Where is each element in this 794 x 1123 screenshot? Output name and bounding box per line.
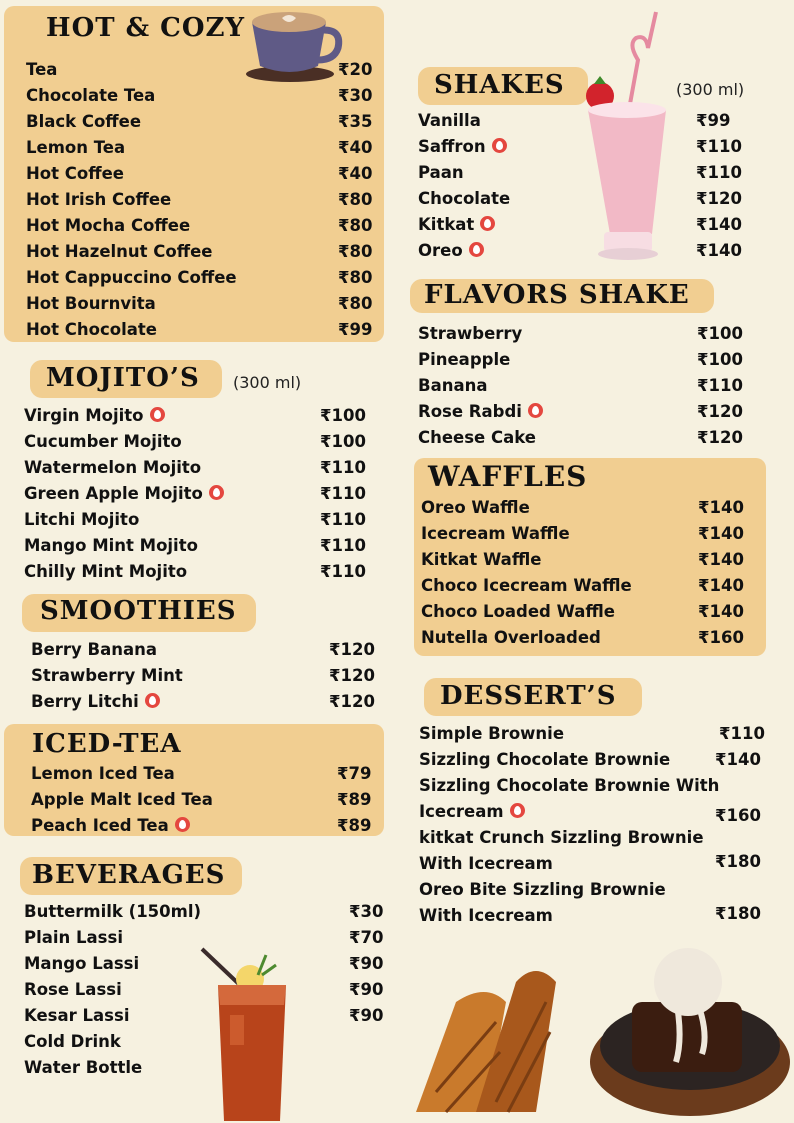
- menu-item: [419, 828, 759, 880]
- item-name: Chocolate: [418, 189, 511, 208]
- item-name: Lemon Tea: [26, 138, 126, 157]
- item-name: Hot Chocolate: [26, 320, 157, 339]
- sizzling-brownie-icon: [582, 942, 794, 1122]
- item-name: Icecream Waffle: [421, 524, 570, 543]
- item-price: ₹80: [338, 294, 373, 313]
- menu-item: [24, 432, 380, 458]
- menu-item: [24, 458, 380, 484]
- popular-flame-icon: [469, 242, 484, 257]
- item-price: ₹30: [349, 902, 384, 921]
- beverages-title: BEVERAGES: [32, 860, 226, 890]
- item-name: Mango Mint Mojito: [24, 536, 198, 555]
- popular-flame-icon: [145, 693, 160, 708]
- item-price: ₹100: [697, 324, 743, 343]
- item-name-line2: With Icecream: [419, 906, 553, 925]
- smoothies-title: SMOOTHIES: [40, 596, 237, 626]
- menu-item: [421, 498, 758, 524]
- item-name: Plain Lassi: [24, 928, 123, 947]
- menu-item: [26, 268, 398, 294]
- item-price: ₹110: [697, 376, 743, 395]
- item-price: ₹100: [320, 432, 366, 451]
- item-name: Virgin Mojito: [24, 406, 165, 425]
- item-price: ₹80: [338, 268, 373, 287]
- item-name: Chilly Mint Mojito: [24, 562, 188, 581]
- menu-item: [31, 640, 389, 666]
- item-price: ₹100: [697, 350, 743, 369]
- item-name: Banana: [418, 376, 488, 395]
- item-name-line1: Sizzling Chocolate Brownie: [419, 750, 671, 769]
- item-price: ₹160: [698, 628, 744, 647]
- menu-item: [26, 112, 398, 138]
- item-price: ₹99: [338, 320, 373, 339]
- menu-item: [31, 790, 397, 816]
- item-name: Cheese Cake: [418, 428, 536, 447]
- item-name: Peach Iced Tea: [31, 816, 190, 835]
- menu-item: [24, 536, 380, 562]
- menu-item: [24, 902, 409, 928]
- item-price: ₹79: [337, 764, 372, 783]
- item-name: Lemon Iced Tea: [31, 764, 175, 783]
- menu-item: [26, 242, 398, 268]
- item-name-line1: Oreo Bite Sizzling Brownie: [419, 880, 666, 899]
- item-name: Rose Lassi: [24, 980, 122, 999]
- item-price: ₹120: [329, 692, 375, 711]
- item-name: Choco Loaded Waffle: [421, 602, 615, 621]
- item-price: ₹30: [338, 86, 373, 105]
- menu-item: [26, 320, 398, 346]
- menu-item: [418, 215, 756, 241]
- item-name: Litchi Mojito: [24, 510, 140, 529]
- item-price: ₹140: [698, 602, 744, 621]
- shakes-volume: (300 ml): [676, 80, 745, 99]
- item-price: ₹120: [697, 428, 743, 447]
- item-name: Green Apple Mojito: [24, 484, 224, 503]
- item-price: ₹120: [329, 666, 375, 685]
- shakes-title: SHAKES: [434, 70, 565, 100]
- item-name: Pineapple: [418, 350, 511, 369]
- mojitos-title: MOJITO’S: [46, 363, 200, 393]
- item-name: Watermelon Mojito: [24, 458, 202, 477]
- item-name-line1: kitkat Crunch Sizzling Brownie: [419, 828, 704, 847]
- menu-item: [421, 576, 758, 602]
- item-name: Paan: [418, 163, 464, 182]
- item-name-line2: With Icecream: [419, 854, 553, 873]
- item-price: ₹110: [696, 163, 742, 182]
- hot-cozy-title: HOT & COZY: [46, 13, 246, 43]
- item-name: Nutella Overloaded: [421, 628, 601, 647]
- popular-flame-icon: [480, 216, 495, 231]
- menu-item: [418, 428, 757, 454]
- item-name: Oreo Waffle: [421, 498, 530, 517]
- item-price: ₹180: [715, 904, 761, 923]
- item-name: Apple Malt Iced Tea: [31, 790, 213, 809]
- mojitos-volume: (300 ml): [233, 373, 302, 392]
- item-price: ₹20: [338, 60, 373, 79]
- item-price: ₹89: [337, 816, 372, 835]
- item-price: ₹40: [338, 138, 373, 157]
- menu-item: [418, 111, 756, 137]
- item-name: Hot Bournvita: [26, 294, 156, 313]
- popular-flame-icon: [492, 138, 507, 153]
- menu-item: [421, 550, 758, 576]
- item-price: ₹140: [696, 241, 742, 260]
- item-name: Rose Rabdi: [418, 402, 543, 421]
- menu-item: [31, 764, 397, 790]
- item-name: Hot Cappuccino Coffee: [26, 268, 237, 287]
- menu-item: [26, 60, 398, 86]
- item-price: ₹80: [338, 190, 373, 209]
- menu-item: [418, 137, 756, 163]
- menu-item: [24, 406, 380, 432]
- menu-item: [419, 724, 765, 750]
- item-price: ₹90: [349, 954, 384, 973]
- menu-item: [418, 402, 757, 428]
- item-name: Tea: [26, 60, 58, 79]
- item-name: Kitkat: [418, 215, 495, 234]
- item-price: ₹110: [320, 510, 366, 529]
- popular-flame-icon: [175, 817, 190, 832]
- item-price: ₹140: [696, 215, 742, 234]
- item-name: Cold Drink: [24, 1032, 121, 1051]
- menu-item: [31, 816, 397, 842]
- popular-flame-icon: [150, 407, 165, 422]
- item-name: Kesar Lassi: [24, 1006, 130, 1025]
- item-price: ₹140: [698, 524, 744, 543]
- menu-item: [421, 524, 758, 550]
- item-price: ₹110: [320, 536, 366, 555]
- item-name: Mango Lassi: [24, 954, 140, 973]
- item-price: ₹90: [349, 1006, 384, 1025]
- menu-item: [26, 138, 398, 164]
- item-name-line1: Simple Brownie: [419, 724, 565, 743]
- menu-item: [418, 163, 756, 189]
- item-name: Buttermilk (150ml): [24, 902, 202, 921]
- item-price: ₹80: [338, 216, 373, 235]
- menu-item: [419, 750, 759, 776]
- desserts-title: DESSERT’S: [440, 681, 617, 711]
- item-price: ₹99: [696, 111, 731, 130]
- item-price: ₹110: [320, 458, 366, 477]
- item-price: ₹110: [719, 724, 765, 743]
- item-name: Cucumber Mojito: [24, 432, 182, 451]
- waffle-icon: [396, 962, 596, 1122]
- item-price: ₹35: [338, 112, 373, 131]
- menu-item: [418, 324, 757, 350]
- item-price: ₹110: [320, 484, 366, 503]
- flavors-shake-title: FLAVORS SHAKE: [424, 280, 690, 310]
- item-name: Hot Coffee: [26, 164, 124, 183]
- item-price: ₹80: [338, 242, 373, 261]
- menu-item: [26, 294, 398, 320]
- item-price: ₹180: [715, 852, 761, 871]
- item-price: ₹89: [337, 790, 372, 809]
- menu-item: [31, 692, 389, 718]
- item-price: ₹140: [698, 576, 744, 595]
- item-name: Berry Banana: [31, 640, 158, 659]
- item-price: ₹120: [329, 640, 375, 659]
- menu-item: [24, 562, 380, 588]
- item-name: Hot Irish Coffee: [26, 190, 172, 209]
- item-name: Strawberry Mint: [31, 666, 183, 685]
- menu-item: [421, 602, 758, 628]
- item-name: Vanilla: [418, 111, 481, 130]
- item-price: ₹40: [338, 164, 373, 183]
- item-price: ₹160: [715, 806, 761, 825]
- menu-item: [26, 86, 398, 112]
- item-price: ₹140: [715, 750, 761, 769]
- item-name: Choco Icecream Waffle: [421, 576, 632, 595]
- menu-item: [26, 216, 398, 242]
- item-price: ₹140: [698, 550, 744, 569]
- item-name: Saffron: [418, 137, 507, 156]
- menu-item: [418, 189, 756, 215]
- item-price: ₹100: [320, 406, 366, 425]
- item-name: Hot Mocha Coffee: [26, 216, 191, 235]
- menu-item: [419, 880, 759, 932]
- item-price: ₹120: [697, 402, 743, 421]
- item-name: Hot Hazelnut Coffee: [26, 242, 213, 261]
- popular-flame-icon: [528, 403, 543, 418]
- menu-item: [418, 241, 756, 267]
- item-price: ₹110: [696, 137, 742, 156]
- item-name: Berry Litchi: [31, 692, 160, 711]
- menu-item: [419, 776, 759, 828]
- item-name-line2: Icecream: [419, 802, 525, 821]
- item-name-line1: Sizzling Chocolate Brownie With: [419, 776, 720, 795]
- item-name: Water Bottle: [24, 1058, 143, 1077]
- menu-item: [31, 666, 389, 692]
- item-price: ₹120: [696, 189, 742, 208]
- popular-flame-icon: [510, 803, 525, 818]
- item-price: ₹140: [698, 498, 744, 517]
- iced-drink-glass-icon: [196, 945, 306, 1123]
- menu-item: [26, 190, 398, 216]
- item-name: Kitkat Waffle: [421, 550, 542, 569]
- item-price: ₹110: [320, 562, 366, 581]
- menu-item: [418, 350, 757, 376]
- iced-tea-title: ICED-TEA: [32, 729, 182, 759]
- item-name: Oreo: [418, 241, 484, 260]
- item-name: Black Coffee: [26, 112, 142, 131]
- popular-flame-icon: [209, 485, 224, 500]
- item-price: ₹90: [349, 980, 384, 999]
- menu-item: [24, 510, 380, 536]
- item-name: Chocolate Tea: [26, 86, 156, 105]
- item-price: ₹70: [349, 928, 384, 947]
- waffles-title: WAFFLES: [428, 460, 588, 493]
- item-name: Strawberry: [418, 324, 523, 343]
- menu-item: [24, 484, 380, 510]
- menu-item: [26, 164, 398, 190]
- menu-item: [421, 628, 758, 654]
- menu-item: [418, 376, 757, 402]
